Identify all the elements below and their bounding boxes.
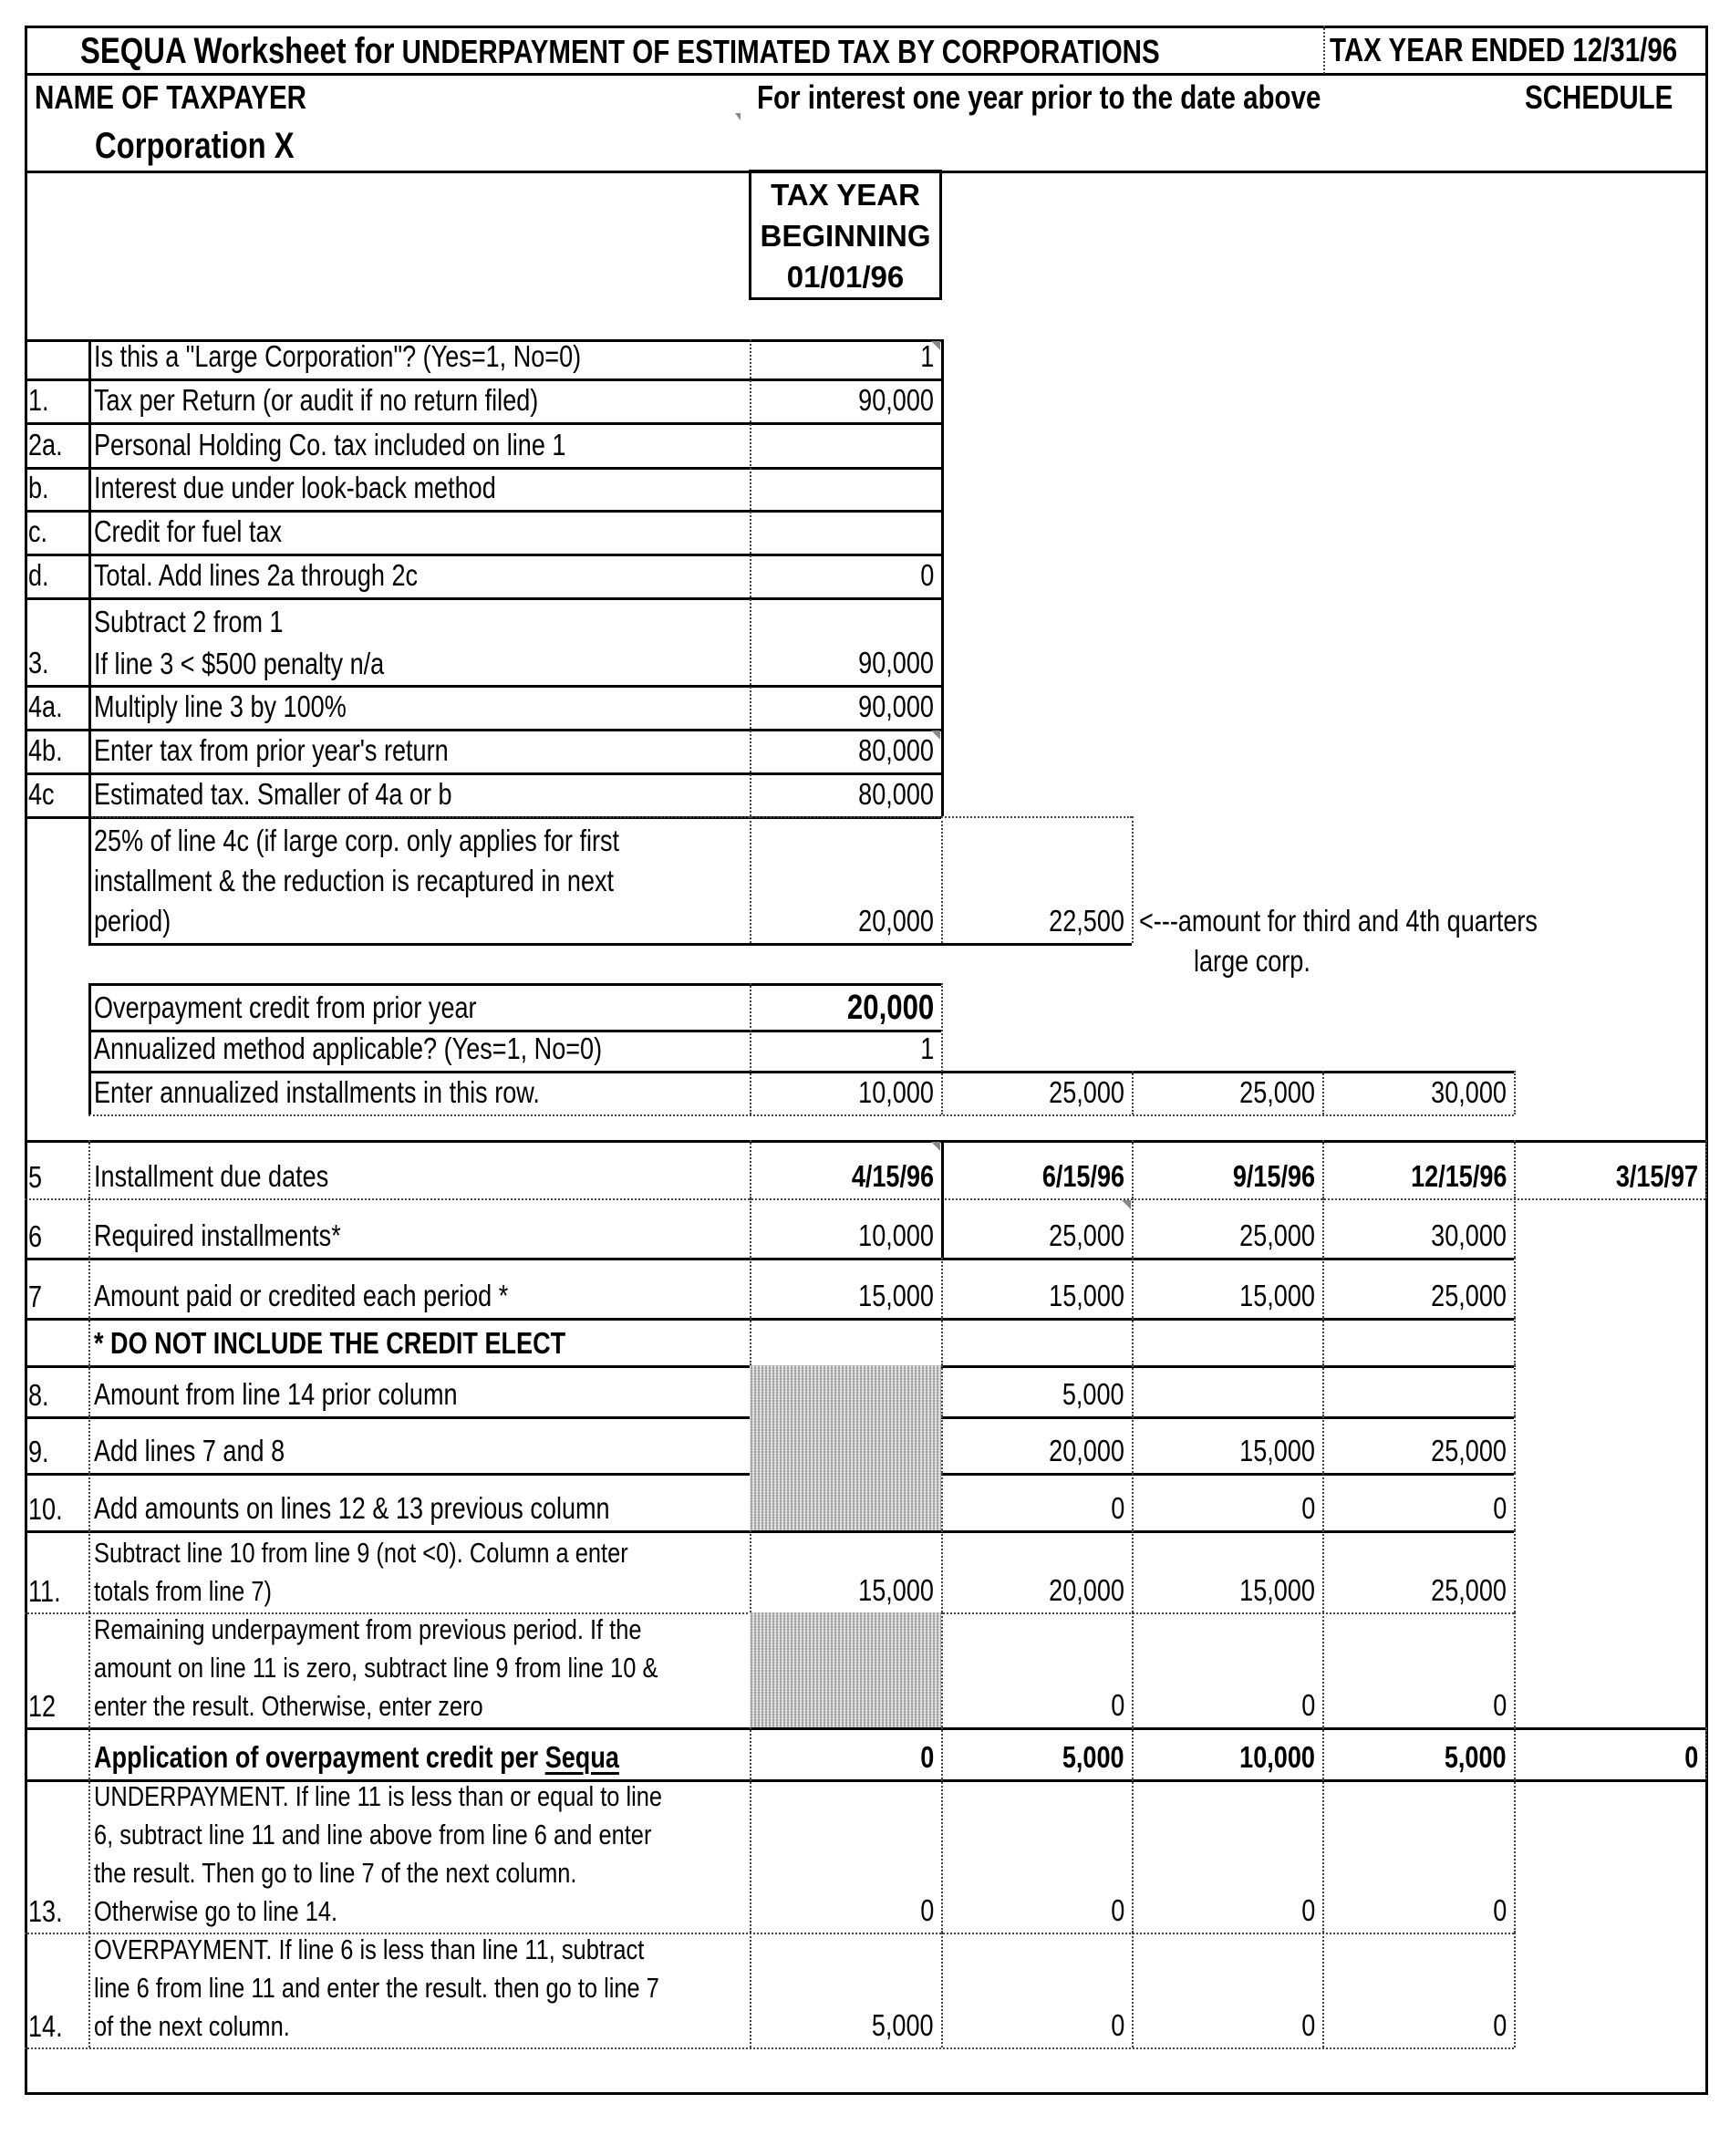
- grid-line: [1705, 1727, 1707, 1779]
- application-row-label: [88, 1737, 750, 1778]
- row6-number: [25, 1218, 88, 1256]
- part1-row-4a-label-text: Multiply line 3 by 100%: [94, 689, 347, 723]
- row13-value[interactable]: [1132, 1891, 1322, 1931]
- row10-number-text: 10.: [28, 1492, 63, 1526]
- taxpayer-name[interactable]: [95, 126, 338, 167]
- row6-value-text: 30,000: [1431, 1218, 1507, 1252]
- part1-row-d-label-text: Total. Add lines 2a through 2c: [94, 558, 419, 592]
- due-dates-row-value-text: 6/15/96: [1041, 1159, 1124, 1193]
- application-row-label-text: [94, 1737, 619, 1778]
- grid-line: [1514, 1779, 1516, 1933]
- part1-row-1-label: [88, 380, 750, 420]
- row14-value-text: 0: [1110, 2008, 1124, 2042]
- row11-label-line-text: Subtract line 10 from line 9 (not <0). Column a enter: [94, 1537, 628, 1569]
- due-dates-row-value[interactable]: [750, 1156, 941, 1197]
- application-label-prefix: Application of overpayment credit per: [94, 1740, 545, 1774]
- row10-value: [750, 1473, 941, 1530]
- row11-label-line-text: totals from line 7): [94, 1575, 272, 1607]
- row8-value: [750, 1365, 941, 1416]
- tax-year-line1: TAX YEAR: [771, 178, 920, 212]
- row7-value-text: 25,000: [1431, 1279, 1507, 1312]
- grid-line: [25, 1727, 1705, 1730]
- quarter25-value-first[interactable]: [750, 901, 941, 941]
- row7-label: [88, 1276, 750, 1316]
- row13-label-line-text: 6, subtract line 11 and line above from line 6 and enter: [94, 1819, 652, 1850]
- annualized-installment-input[interactable]: [750, 1073, 941, 1113]
- tax-year-beginning-box: [749, 170, 942, 300]
- annualized-method-label-text: Annualized method applicable? (Yes=1, No=0): [94, 1031, 603, 1065]
- part1-row-4c-number: [25, 774, 88, 814]
- row10-value[interactable]: [941, 1488, 1132, 1529]
- part1-row-b-number-text: b.: [28, 471, 49, 504]
- row9-value-text: 25,000: [1431, 1434, 1507, 1467]
- row7-value-text: 15,000: [1049, 1279, 1124, 1312]
- row11-value-text: 25,000: [1431, 1573, 1507, 1607]
- grid-line: [88, 1114, 1514, 1116]
- row11-label-line: [94, 1534, 750, 1572]
- part1-row-c-number-text: c.: [28, 514, 48, 548]
- application-row-value[interactable]: [1132, 1737, 1322, 1778]
- row10-value[interactable]: [1322, 1488, 1514, 1529]
- part1-row-4a-label: [88, 687, 750, 727]
- part1-row-4c-value-input-text: 80,000: [858, 777, 934, 811]
- grid-line: [88, 943, 1132, 946]
- part1-row-3-value-input[interactable]: [750, 643, 941, 683]
- grid-line: [25, 2047, 1514, 2049]
- row11-value[interactable]: [941, 1570, 1132, 1611]
- row8-value-text: 5,000: [1062, 1377, 1124, 1411]
- row12-value: [750, 1612, 941, 1727]
- grid-line: [1514, 1530, 1516, 1612]
- row9-value[interactable]: [1132, 1431, 1322, 1471]
- quarter25-note-2: [1188, 941, 1462, 981]
- row13-label-line-text: the result. Then go to line 7 of the next column.: [94, 1857, 577, 1889]
- row13-number-text: 13.: [28, 1894, 63, 1928]
- row6-value-text: 25,000: [1049, 1218, 1124, 1252]
- grid-line: [941, 1318, 943, 1365]
- part1-row-4b-number-text: 4b.: [28, 733, 63, 767]
- grid-line: [1514, 1071, 1516, 1114]
- row12-label-line: [94, 1687, 750, 1726]
- row12-label-line-text: Remaining underpayment from previous period. If the: [94, 1613, 642, 1645]
- tax-year-ended: [1330, 31, 1730, 69]
- annualized-method-value-input[interactable]: [750, 1029, 941, 1069]
- row9-number-text: 9.: [28, 1435, 49, 1468]
- quarter25-label-line-text: 25% of line 4c (if large corp. only applies for first: [94, 824, 620, 857]
- row7-value[interactable]: [1132, 1276, 1322, 1316]
- row12-label: [88, 1611, 750, 1726]
- part1-row-1-value-input[interactable]: [750, 380, 941, 420]
- row13-label-line: [94, 1854, 750, 1892]
- grid-line: [25, 1140, 1705, 1143]
- sequa-link[interactable]: Sequa: [544, 1740, 619, 1774]
- grid-line: [1514, 1416, 1516, 1473]
- row10-value-text: 0: [1492, 1491, 1507, 1525]
- part1-row-large-corp-label: [88, 337, 750, 377]
- row13-value[interactable]: [1322, 1891, 1514, 1931]
- quarter25-label-line: [94, 821, 750, 861]
- row12-label-line-text: amount on line 11 is zero, subtract line 9 from line 10 &: [94, 1652, 658, 1684]
- row7-value-text: 15,000: [858, 1279, 934, 1312]
- part1-row-2a-number: [25, 425, 88, 465]
- part1-row-3-label-text: Subtract 2 from 1: [94, 605, 284, 638]
- part1-row-4c-number-text: 4c: [28, 777, 55, 811]
- part1-row-3-number-text: 3.: [28, 646, 49, 679]
- grid-line: [941, 339, 944, 816]
- grid-line: [1514, 1473, 1516, 1530]
- row6-value[interactable]: [1322, 1216, 1514, 1256]
- due-dates-row-value-text: 12/15/96: [1410, 1159, 1507, 1193]
- row7-value[interactable]: [941, 1276, 1132, 1316]
- annualized-method-value-input-text: 1: [919, 1031, 934, 1065]
- row12-label-line-text: enter the result. Otherwise, enter zero: [94, 1690, 483, 1722]
- row9-value-text: 15,000: [1239, 1434, 1315, 1467]
- row13-label-line: [94, 1778, 750, 1816]
- row8-value[interactable]: [1132, 1374, 1322, 1415]
- row8-label: [88, 1374, 750, 1415]
- application-row-value[interactable]: [1322, 1737, 1514, 1778]
- part1-row-d-label: [88, 555, 750, 596]
- part1-row-1-number-text: 1.: [28, 383, 49, 417]
- due-dates-row-label-text: Installment due dates: [94, 1159, 329, 1193]
- due-dates-row-value-text: 3/15/97: [1615, 1159, 1698, 1193]
- due-dates-row-value[interactable]: [1322, 1156, 1514, 1197]
- annualized-installment-input-text: 25,000: [1239, 1075, 1315, 1109]
- comment-marker: [931, 731, 940, 740]
- part1-row-2a-label: [88, 425, 750, 465]
- annualized-installments-label-text: Enter annualized installments in this row.: [94, 1075, 540, 1109]
- part1-row-d-number-text: d.: [28, 558, 49, 592]
- row7-value-text: 15,000: [1239, 1279, 1315, 1312]
- row13-label-line-text: Otherwise go to line 14.: [94, 1895, 338, 1927]
- row12-value[interactable]: [1322, 1685, 1514, 1726]
- row14-value-text: 0: [1300, 2008, 1315, 2042]
- row13-value-text: 0: [1110, 1893, 1124, 1927]
- row10-number: [25, 1490, 88, 1529]
- annualized-installment-input-text: 30,000: [1431, 1075, 1507, 1109]
- row12-number: [25, 1687, 88, 1726]
- grid-line: [25, 1318, 1514, 1321]
- row14-label-line: [94, 1969, 750, 2007]
- due-dates-row-value[interactable]: [941, 1156, 1132, 1197]
- row8-value[interactable]: [941, 1374, 1132, 1415]
- application-row-value-text: 5,000: [1062, 1740, 1124, 1774]
- part1-row-4a-value-input-text: 90,000: [858, 689, 934, 723]
- row14-value-text: 5,000: [872, 2008, 934, 2042]
- part1-row-2a-number-text: 2a.: [28, 428, 63, 461]
- row14-value[interactable]: [1132, 2006, 1322, 2046]
- due-dates-row-number-text: 5: [28, 1160, 43, 1194]
- row12-value[interactable]: [1132, 1685, 1322, 1726]
- title-divider: [25, 73, 1708, 76]
- annualized-installments-label: [88, 1073, 750, 1113]
- row11-value[interactable]: [1132, 1570, 1322, 1611]
- interest-note-text: For interest one year prior to the date above: [757, 78, 1321, 116]
- due-dates-row-label: [88, 1156, 750, 1197]
- annualized-installment-input[interactable]: [941, 1073, 1132, 1113]
- row8-value[interactable]: [1322, 1374, 1514, 1415]
- row14-label-line: [94, 1931, 750, 1969]
- name-of-taxpayer-label: [35, 78, 366, 117]
- row6-value-text: 10,000: [858, 1218, 934, 1252]
- part1-row-1-value-input-text: 90,000: [858, 383, 934, 417]
- interest-note: [757, 78, 1445, 117]
- due-dates-row-value-text: 9/15/96: [1232, 1159, 1315, 1193]
- part1-row-4b-value-input-text: 80,000: [858, 733, 934, 767]
- due-dates-row-value[interactable]: [1132, 1156, 1322, 1197]
- row14-value-text: 0: [1492, 2008, 1507, 2042]
- overpayment-credit-label: [88, 988, 750, 1028]
- note-row-label: [88, 1323, 750, 1363]
- row12-label-line: [94, 1649, 750, 1687]
- part1-row-4a-number-text: 4a.: [28, 689, 63, 723]
- part1-row-b-label-text: Interest due under look-back method: [94, 471, 496, 504]
- row12-value[interactable]: [941, 1685, 1132, 1726]
- application-row-value-text: 0: [1683, 1740, 1698, 1774]
- part1-row-d-number: [25, 555, 88, 596]
- row10-label: [88, 1488, 750, 1529]
- grid-line: [1322, 1318, 1324, 1365]
- row7-number: [25, 1278, 88, 1316]
- row13-value[interactable]: [941, 1891, 1132, 1931]
- comment-marker: [1122, 1200, 1131, 1209]
- quarter25-value-third-fourth[interactable]: [941, 901, 1132, 941]
- grid-line: [1514, 1933, 1516, 2047]
- part1-row-3-value-input-text: 90,000: [858, 646, 934, 679]
- part1-row-3-label-text: If line 3 < $500 penalty n/a: [94, 647, 385, 680]
- row13-label-line: [94, 1892, 750, 1931]
- application-row-value[interactable]: [1514, 1737, 1705, 1778]
- part1-row-d-value-input[interactable]: [750, 555, 941, 596]
- part1-row-large-corp-label-text: Is this a "Large Corporation"? (Yes=1, No=0): [94, 339, 582, 373]
- taxpayer-name-text: Corporation X: [95, 126, 295, 166]
- row11-value-text: 20,000: [1049, 1573, 1124, 1607]
- row13-label-line: [94, 1816, 750, 1854]
- row10-value[interactable]: [1132, 1488, 1322, 1529]
- name-label-text: NAME OF TAXPAYER: [35, 78, 306, 116]
- due-dates-row-number: [25, 1158, 88, 1197]
- part1-row-4c-value-input[interactable]: [750, 774, 941, 814]
- row12-value-text: 0: [1492, 1688, 1507, 1722]
- part1-row-4b-label-text: Enter tax from prior year's return: [94, 733, 449, 767]
- part1-row-c-number: [25, 512, 88, 552]
- row14-label-line-text: of the next column.: [94, 2010, 290, 2042]
- application-row-value[interactable]: [750, 1737, 941, 1778]
- grid-line: [1132, 1318, 1134, 1365]
- grid-line: [88, 983, 941, 986]
- grid-line: [1514, 1612, 1516, 1727]
- grid-line: [25, 597, 941, 600]
- part1-row-c-label-text: Credit for fuel tax: [94, 514, 283, 548]
- row8-number-text: 8.: [28, 1378, 49, 1412]
- grid-line: [1705, 1140, 1707, 1198]
- row6-value[interactable]: [750, 1216, 941, 1256]
- comment-marker: [735, 113, 741, 120]
- row9-label-text: Add lines 7 and 8: [94, 1434, 285, 1467]
- schedule-label: [1525, 78, 1705, 117]
- quarter25-value-third-fourth-text: 22,500: [1049, 904, 1124, 938]
- due-dates-row-value[interactable]: [1514, 1156, 1705, 1197]
- grid-line: [25, 1530, 1514, 1533]
- worksheet-title: [80, 31, 1397, 72]
- part1-row-large-corp-number: [25, 337, 88, 377]
- row14-value[interactable]: [941, 2006, 1132, 2046]
- grid-line: [1514, 1258, 1516, 1318]
- row7-number-text: 7: [28, 1280, 43, 1313]
- row12-number-text: 12: [28, 1689, 57, 1723]
- row9-number: [25, 1433, 88, 1471]
- part1-row-2a-label-text: Personal Holding Co. tax included on line 1: [94, 428, 566, 461]
- row9-value-text: 20,000: [1049, 1434, 1124, 1467]
- grid-line: [25, 1258, 1514, 1260]
- row6-value-text: 25,000: [1239, 1218, 1315, 1252]
- row14-number-text: 14.: [28, 2009, 63, 2043]
- row9-label: [88, 1431, 750, 1471]
- row14-label-line: [94, 2007, 750, 2046]
- annualized-installment-input-text: 10,000: [858, 1075, 934, 1109]
- row14-value[interactable]: [1322, 2006, 1514, 2046]
- quarter25-value-first-text: 20,000: [858, 904, 934, 938]
- tax-year-line2: BEGINNING: [760, 219, 931, 253]
- quarter25-note: [1134, 901, 1644, 941]
- application-row-value-text: 5,000: [1445, 1740, 1507, 1774]
- part1-row-b-number: [25, 468, 88, 508]
- row12-label-line: [94, 1611, 750, 1649]
- tax-year-date: 01/01/96: [786, 260, 905, 294]
- comment-marker: [931, 341, 940, 350]
- annualized-installment-input[interactable]: [1322, 1073, 1514, 1113]
- part1-row-large-corp-value-input-text: 1: [919, 339, 934, 373]
- row11-number-text: 11.: [28, 1574, 61, 1608]
- quarter25-label-line-text: period): [94, 904, 171, 938]
- part1-row-b-label: [88, 468, 750, 508]
- schedule-label-text: SCHEDULE: [1525, 78, 1673, 116]
- row13-label-line-text: UNDERPAYMENT. If line 11 is less than or equal to line: [94, 1780, 663, 1812]
- part1-row-b-value-input[interactable]: [750, 468, 941, 508]
- part1-row-4c-label: [88, 774, 750, 814]
- quarter25-label: [88, 821, 750, 941]
- grid-line: [1514, 1198, 1516, 1258]
- row11-value[interactable]: [750, 1570, 941, 1611]
- part1-row-c-label: [88, 512, 750, 552]
- row10-label-text: Add amounts on lines 12 & 13 previous column: [94, 1491, 610, 1525]
- row14-label-line-text: line 6 from line 11 and enter the result. then go to line 7: [94, 1972, 659, 2004]
- title-main: UNDERPAYMENT OF ESTIMATED TAX BY CORPORATIONS: [401, 33, 1160, 70]
- overpayment-credit-value-input[interactable]: [750, 988, 941, 1028]
- comment-marker: [931, 1142, 940, 1151]
- row11-label: [88, 1534, 750, 1611]
- grid-line: [750, 1318, 751, 1365]
- grid-line: [1514, 1318, 1516, 1365]
- row13-number: [25, 1892, 88, 1931]
- row10-value-text: 0: [1300, 1491, 1315, 1525]
- row12-value-text: 0: [1300, 1688, 1315, 1722]
- row13-label: [88, 1778, 750, 1931]
- part1-row-d-value-input-text: 0: [919, 558, 934, 592]
- quarter25-label-line: [94, 861, 750, 901]
- row7-value[interactable]: [750, 1276, 941, 1316]
- part1-row-c-value-input[interactable]: [750, 512, 941, 552]
- tax-year-ended-text: TAX YEAR ENDED 12/31/96: [1330, 31, 1678, 68]
- part1-row-4c-label-text: Estimated tax. Smaller of 4a or b: [94, 777, 452, 811]
- title-prefix: SEQUA Worksheet for: [80, 31, 395, 71]
- row7-value[interactable]: [1322, 1276, 1514, 1316]
- due-dates-row-value-text: 4/15/96: [851, 1159, 934, 1193]
- part1-row-large-corp-value-input[interactable]: [750, 337, 941, 377]
- row10-value-text: 0: [1110, 1491, 1124, 1525]
- part1-row-1-number: [25, 380, 88, 420]
- row7-label-text: Amount paid or credited each period *: [94, 1279, 509, 1312]
- row11-value-text: 15,000: [1239, 1573, 1315, 1607]
- part1-row-3-label-line: [94, 601, 750, 643]
- row11-number: [25, 1572, 88, 1611]
- annualized-installment-input-text: 25,000: [1049, 1075, 1124, 1109]
- row6-number-text: 6: [28, 1219, 43, 1253]
- overpayment-credit-value-input-text: 20,000: [846, 989, 934, 1027]
- quarter25-label-line-text: installment & the reduction is recaptured in next: [94, 864, 615, 897]
- row8-label-text: Amount from line 14 prior column: [94, 1377, 458, 1411]
- quarter25-note-text: <---amount for third and 4th quarters: [1139, 904, 1538, 938]
- row6-value[interactable]: [941, 1216, 1132, 1256]
- part1-row-4b-label: [88, 731, 750, 771]
- part1-row-3-number: [25, 643, 88, 683]
- part1-row-4a-number: [25, 687, 88, 727]
- row14-value[interactable]: [750, 2006, 941, 2046]
- part1-row-4b-number: [25, 731, 88, 771]
- row9-value[interactable]: [1322, 1431, 1514, 1471]
- grid-line: [1514, 1365, 1516, 1416]
- row13-value-text: 0: [1492, 1893, 1507, 1927]
- row13-value-text: 0: [919, 1893, 934, 1927]
- part1-row-4a-value-input[interactable]: [750, 687, 941, 727]
- row14-number: [25, 2007, 88, 2046]
- quarter25-label-line: [94, 901, 750, 941]
- grid-line: [25, 1198, 1705, 1200]
- row12-value-text: 0: [1110, 1688, 1124, 1722]
- part1-row-1-label-text: Tax per Return (or audit if no return filed): [94, 383, 539, 417]
- note-row-label-text: * DO NOT INCLUDE THE CREDIT ELECT: [94, 1326, 566, 1360]
- row11-value-text: 15,000: [858, 1573, 934, 1607]
- application-row-value-text: 0: [919, 1740, 934, 1774]
- grid-line: [88, 816, 1132, 818]
- quarter25-note-2-text: large corp.: [1194, 944, 1310, 978]
- row6-label-text: Required installments*: [94, 1218, 341, 1252]
- row9-value: [750, 1416, 941, 1473]
- application-row-value-text: 10,000: [1239, 1740, 1315, 1774]
- row11-label-line: [94, 1572, 750, 1611]
- overpayment-credit-label-text: Overpayment credit from prior year: [94, 990, 477, 1024]
- row9-value[interactable]: [941, 1431, 1132, 1471]
- annualized-method-label: [88, 1029, 750, 1069]
- row11-value[interactable]: [1322, 1570, 1514, 1611]
- row13-value[interactable]: [750, 1891, 941, 1931]
- part1-row-2a-value-input[interactable]: [750, 425, 941, 465]
- part1-row-3-label: [88, 601, 750, 685]
- row14-label: [88, 1931, 750, 2046]
- row13-value-text: 0: [1300, 1893, 1315, 1927]
- row6-value[interactable]: [1132, 1216, 1322, 1256]
- part1-row-3-label-line: [94, 643, 750, 685]
- row6-label: [88, 1216, 750, 1256]
- row14-label-line-text: OVERPAYMENT. If line 6 is less than line 11, subtract: [94, 1933, 645, 1965]
- annualized-installment-input[interactable]: [1132, 1073, 1322, 1113]
- row8-number: [25, 1376, 88, 1415]
- part1-row-4b-value-input[interactable]: [750, 731, 941, 771]
- application-row-value[interactable]: [941, 1737, 1132, 1778]
